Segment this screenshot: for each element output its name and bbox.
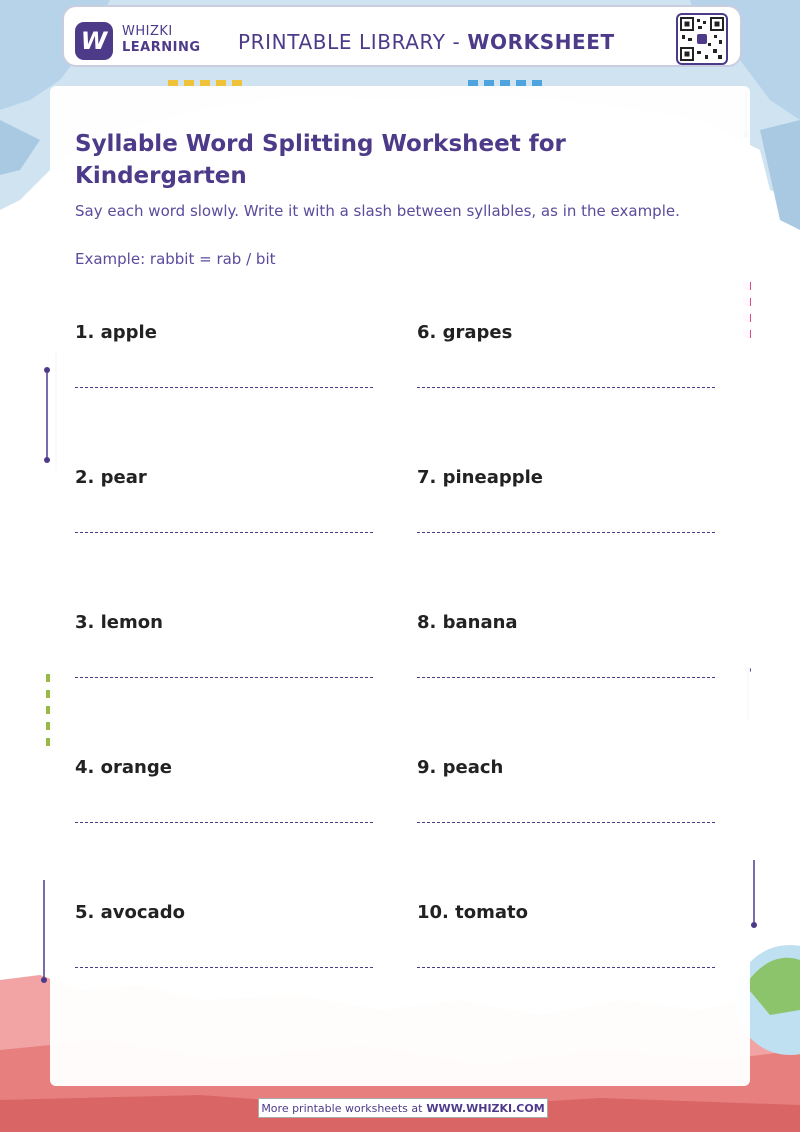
question-label: 1. apple [75,322,157,343]
header-title-prefix: PRINTABLE LIBRARY - [238,30,468,54]
question-label: 8. banana [417,612,518,633]
worksheet-instructions: Say each word slowly. Write it with a slash between syllables, as in the example. [75,202,680,220]
logo-letter: W [80,27,108,55]
question-label: 7. pineapple [417,467,543,488]
answer-line[interactable] [75,532,373,533]
header-title [238,30,615,54]
whizki-logo-icon[interactable] [75,22,113,60]
worksheet-title: Syllable Word Splitting Worksheet for Kindergarten [75,131,566,189]
brand-name-line2: LEARNING [122,40,201,55]
worksheet-example: Example: rabbit = rab / bit [75,250,276,268]
answer-line[interactable] [417,532,715,533]
brand-name-line1: WHIZKI [122,24,173,39]
answer-line[interactable] [75,967,373,968]
question-label: 3. lemon [75,612,163,633]
answer-line[interactable] [417,387,715,388]
footer-text: More printable worksheets at [261,1101,423,1115]
question-label: 2. pear [75,467,147,488]
question-label: 6. grapes [417,322,513,343]
qr-code-icon[interactable] [676,13,728,65]
answer-line[interactable] [75,822,373,823]
question-label: 4. orange [75,757,172,778]
answer-line[interactable] [417,677,715,678]
footer-link[interactable]: WWW.WHIZKI.COM [426,1101,545,1115]
answer-line[interactable] [417,967,715,968]
worksheet-sheet [50,86,750,1086]
qr-code-graphic [678,15,726,63]
answer-line[interactable] [75,677,373,678]
footer-banner [258,1098,548,1118]
header-title-bold: WORKSHEET [467,30,615,54]
question-label: 5. avocado [75,902,185,923]
question-label: 10. tomato [417,902,528,923]
answer-line[interactable] [75,387,373,388]
answer-line[interactable] [417,822,715,823]
question-label: 9. peach [417,757,504,778]
